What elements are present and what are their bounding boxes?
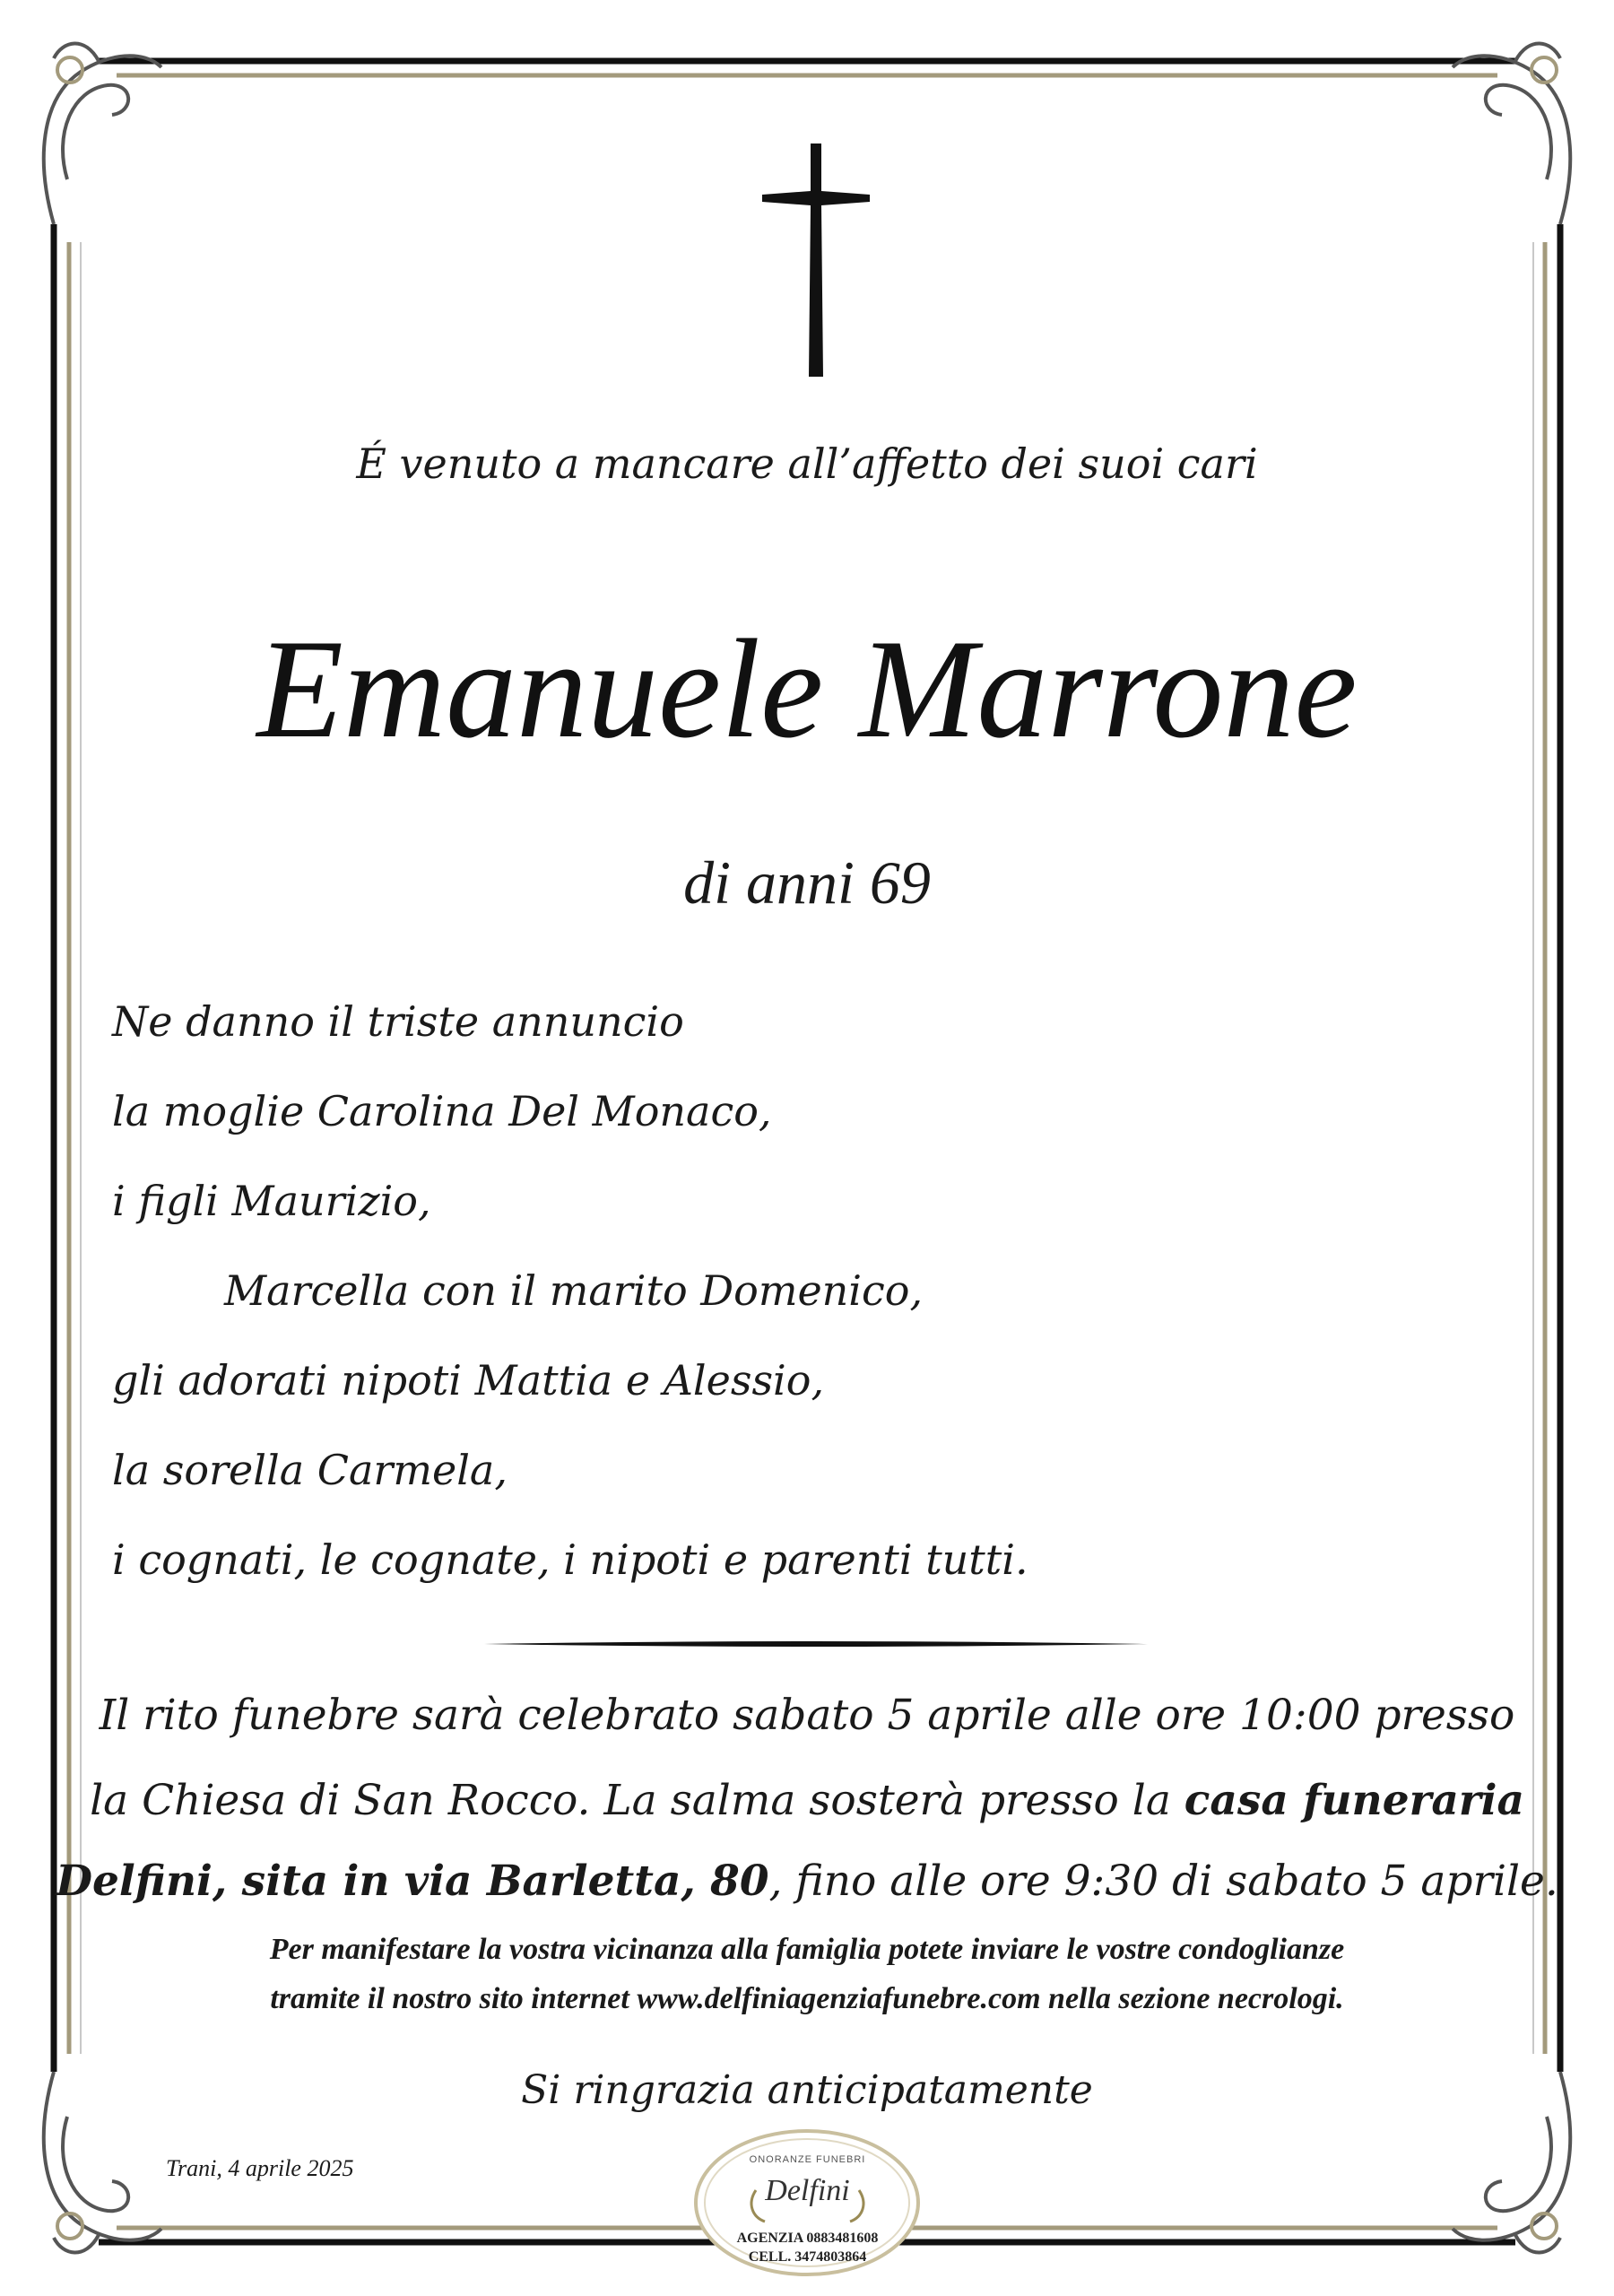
rite-line-2: [0, 1776, 1614, 1825]
condolences-line-1: Per manifestare la vostra vicinanza alla famiglia potete inviare le vostre condoglianze: [269, 1933, 1345, 1966]
rite-line-1: Il rito funebre sarà celebrato sabato 5 aprile alle ore 10:00 presso: [99, 1691, 1515, 1740]
rite-line-3-plain: , fino alle ore 9:30 di sabato 5 aprile.: [768, 1857, 1558, 1906]
agency-logo-text: [693, 2127, 922, 2278]
family-line: Marcella con il marito Domenico,: [224, 1266, 924, 1315]
rite-line-2-plain: la Chiesa di San Rocco. La salma sosterà presso la: [90, 1776, 1184, 1825]
cross-icon: [753, 139, 879, 381]
logo-name: Delfini: [765, 2174, 850, 2207]
family-line: i cognati, le cognate, i nipoti e parenti tutti.: [112, 1535, 1028, 1584]
divider-line: [484, 1639, 1148, 1649]
rite-line-2-bold: casa funeraria: [1184, 1776, 1524, 1825]
rite-line-3-bold: Delfini, sita in via Barletta, 80: [56, 1857, 769, 1906]
logo-phone: AGENZIA 0883481608: [736, 2231, 879, 2246]
deceased-age: di anni 69: [683, 848, 931, 917]
family-line: Ne danno il triste annuncio: [112, 997, 684, 1046]
intro-text: É venuto a mancare all’affetto dei suoi cari: [356, 439, 1258, 488]
deceased-name: Emanuele Marrone: [256, 611, 1358, 768]
corner-ornament-top-right: [1453, 43, 1570, 224]
family-line: la sorella Carmela,: [112, 1446, 508, 1494]
family-line: i figli Maurizio,: [112, 1177, 431, 1225]
thanks-text: Si ringrazia anticipatamente: [521, 2067, 1093, 2113]
logo-top-text: ONORANZE FUNEBRI: [749, 2154, 866, 2165]
place-date: Trani, 4 aprile 2025: [166, 2155, 354, 2181]
corner-ornament-top-left: [44, 43, 161, 224]
family-line: gli adorati nipoti Mattia e Alessio,: [112, 1356, 825, 1405]
condolences-line-2: tramite il nostro sito internet www.delfiniagenziafunebre.com nella sezione necrologi.: [270, 1982, 1344, 2015]
family-line: la moglie Carolina Del Monaco,: [112, 1087, 772, 1135]
rite-line-3: [0, 1857, 1614, 1906]
logo-cell: CELL. 3474803864: [748, 2249, 867, 2265]
